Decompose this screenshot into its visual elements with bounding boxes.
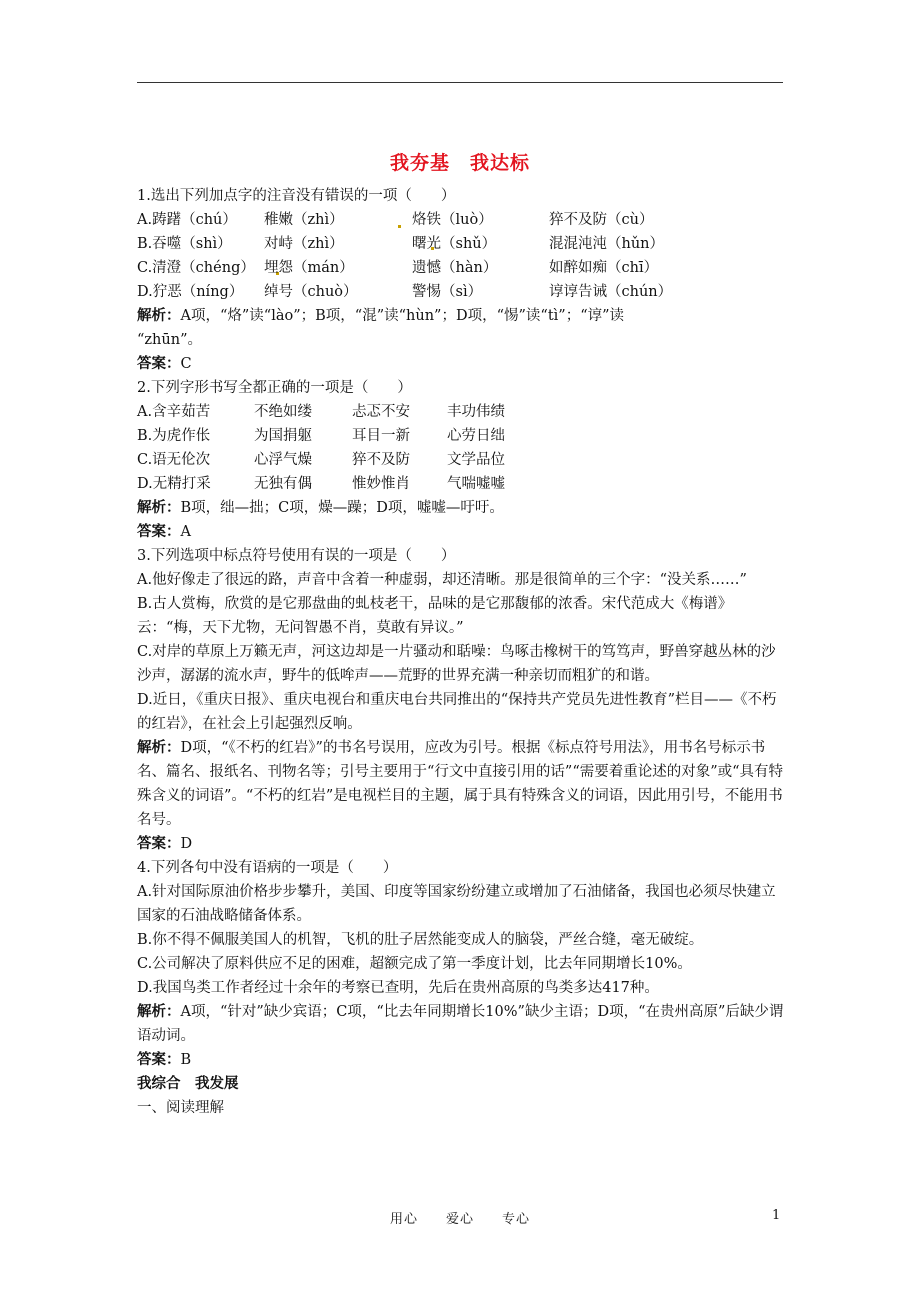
analysis-text: B项，绌—拙；C项，燥—躁；D项，嘘嘘—吁吁。 bbox=[180, 500, 504, 516]
q4-option: C.公司解决了原料供应不足的困难，超额完成了第一季度计划，比去年同期增长10%。 bbox=[137, 956, 692, 972]
q1-option-row bbox=[137, 208, 787, 232]
q1-answer bbox=[137, 352, 787, 376]
q2-option: B.为虎作伥 bbox=[137, 428, 211, 444]
q2-option-row bbox=[137, 472, 787, 496]
analysis-label: 解析： bbox=[137, 739, 181, 756]
q2-option: D.无精打采 bbox=[137, 476, 211, 492]
q2-option: 无独有偶 bbox=[254, 476, 312, 492]
q3-option: D.近日，《重庆日报》、重庆电视台和重庆电台共同推出的“保持共产党员先进性教育”栏目——《不朽的红岩》，在社会上引起强烈反响。 bbox=[137, 692, 777, 732]
q1-option: 烙铁（luò） bbox=[412, 212, 493, 228]
q2-option: 惟妙惟肖 bbox=[352, 476, 410, 492]
q2-option: 猝不及防 bbox=[352, 452, 410, 468]
q2-stem: 2.下列字形书写全都正确的一项是（ ） bbox=[137, 380, 412, 396]
answer-label: 答案： bbox=[137, 355, 181, 372]
analysis-text: D项，“《不朽的红岩》”的书名号误用，应改为引号。根据《标点符号用法》，用书名号标示书名、篇名、报纸名、刊物名等；引号主要用于“行文中直接引用的话”“需要着重论述的对象”或“具有特殊含义的词语”。“不朽的红岩”是电视栏目的主题，属于具有特殊含义的词语，因此用引号，不能用书名号。 bbox=[137, 740, 784, 828]
q2-option: 忐忑不安 bbox=[352, 404, 410, 420]
q1-analysis-cont: “zhūn”。 bbox=[137, 332, 202, 348]
q1-option: 绰号（chuò） bbox=[264, 284, 358, 300]
answer-value: B bbox=[180, 1052, 192, 1068]
q3-answer bbox=[137, 832, 787, 856]
q2-option: C.语无伦次 bbox=[137, 452, 211, 468]
q1-option: 如醉如痴（chī） bbox=[549, 260, 659, 276]
q1-option: 稚嫩（zhì） bbox=[264, 212, 344, 228]
answer-value: C bbox=[180, 356, 192, 372]
q3-analysis bbox=[137, 736, 787, 832]
q2-option: 文学品位 bbox=[447, 452, 505, 468]
q3-option: B.古人赏梅，欣赏的是它那盘曲的虬枝老干，品味的是它那馥郁的浓香。宋代范成大《梅谱》云：“梅，天下尤物，无问智愚不肖，莫敢有异议。” bbox=[137, 596, 733, 636]
q1-option: 曙光（shǔ） bbox=[412, 236, 497, 252]
q1-option: 混混沌沌（hǔn） bbox=[549, 236, 665, 252]
q3-stem: 3.下列选项中标点符号使用有误的一项是（ ） bbox=[137, 548, 456, 564]
q1-option: 遗憾（hàn） bbox=[412, 260, 498, 276]
section-heading: 我综合 我发展 bbox=[137, 1075, 239, 1092]
q2-option: 心浮气燥 bbox=[254, 452, 312, 468]
q1-option: 埋怨（mán） bbox=[264, 260, 354, 276]
answer-label: 答案： bbox=[137, 523, 181, 540]
q1-analysis bbox=[137, 304, 787, 328]
q4-stem: 4.下列各句中没有语病的一项是（ ） bbox=[137, 860, 398, 876]
q1-option-row bbox=[137, 280, 787, 304]
q1-option: 猝不及防（cù） bbox=[549, 212, 654, 228]
q2-option: 心劳日绌 bbox=[447, 428, 505, 444]
document-body bbox=[137, 184, 787, 1120]
header-rule bbox=[137, 82, 783, 83]
q4-analysis bbox=[137, 1000, 787, 1048]
q2-option-row bbox=[137, 448, 787, 472]
answer-value: A bbox=[180, 524, 191, 540]
q4-option: B.你不得不佩服美国人的机智，飞机的肚子居然能变成人的脑袋，严丝合缝，毫无破绽。 bbox=[137, 932, 704, 948]
page-number: 1 bbox=[772, 1208, 781, 1223]
q2-option: 为国捐躯 bbox=[254, 428, 312, 444]
answer-label: 答案： bbox=[137, 835, 181, 852]
q1-option-row bbox=[137, 256, 787, 280]
q2-option-row bbox=[137, 400, 787, 424]
analysis-label: 解析： bbox=[137, 307, 181, 324]
q2-option-row bbox=[137, 424, 787, 448]
q1-option: D.狞恶（níng） bbox=[137, 284, 244, 300]
q1-option: B.吞噬（shì） bbox=[137, 236, 232, 252]
q2-option: 丰功伟绩 bbox=[447, 404, 505, 420]
page-title: 我夯基 我达标 bbox=[389, 152, 530, 174]
answer-label: 答案： bbox=[137, 1051, 181, 1068]
q4-answer bbox=[137, 1048, 787, 1072]
q2-analysis bbox=[137, 496, 787, 520]
q2-option: 气喘嘘嘘 bbox=[447, 476, 505, 492]
q1-option: C.清澄（chéng） bbox=[137, 260, 255, 276]
q4-option: D.我国鸟类工作者经过十余年的考察已查明，先后在贵州高原的鸟类多达417种。 bbox=[137, 980, 659, 996]
q3-option: A.他好像走了很远的路，声音中含着一种虚弱，却还清晰。那是很简单的三个字：“没关系……” bbox=[137, 572, 747, 588]
q4-option: A.针对国际原油价格步步攀升，美国、印度等国家纷纷建立或增加了石油储备，我国也必须尽快建立国家的石油战略储备体系。 bbox=[137, 884, 776, 924]
section-subheading: 一、阅读理解 bbox=[137, 1100, 224, 1116]
q1-option-row bbox=[137, 232, 787, 256]
q3-option: C.对岸的草原上万籁无声，河这边却是一片骚动和聒噪：鸟啄击橡树干的笃笃声，野兽穿越丛林的沙沙声，潺潺的流水声，野牛的低哞声——荒野的世界充满一种亲切而粗犷的和谐。 bbox=[137, 644, 776, 684]
analysis-label: 解析： bbox=[137, 499, 181, 516]
analysis-label: 解析： bbox=[137, 1003, 181, 1020]
q1-option: 警惕（sì） bbox=[412, 284, 483, 300]
analysis-text: A项，“针对”缺少宾语；C项，“比去年同期增长10%”缺少主语；D项，“在贵州高原”后缺少谓语动词。 bbox=[137, 1004, 784, 1044]
footer-slogan: 用心 爱心 专心 bbox=[389, 1212, 530, 1227]
q2-option: 耳目一新 bbox=[352, 428, 410, 444]
q2-option: A.含辛茹苦 bbox=[137, 404, 211, 420]
q1-option: 对峙（zhì） bbox=[264, 236, 344, 252]
q2-answer bbox=[137, 520, 787, 544]
q2-option: 不绝如缕 bbox=[254, 404, 312, 420]
q1-option: 谆谆告诫（chún） bbox=[549, 284, 673, 300]
analysis-text: A项，“烙”读“lào”；B项，“混”读“hùn”；D项，“惕”读“tì”；“谆”读 bbox=[180, 308, 625, 324]
q1-option: A.踌躇（chú） bbox=[137, 212, 237, 228]
q1-stem: 1.选出下列加点字的注音没有错误的一项（ ） bbox=[137, 188, 456, 204]
answer-value: D bbox=[180, 836, 193, 852]
